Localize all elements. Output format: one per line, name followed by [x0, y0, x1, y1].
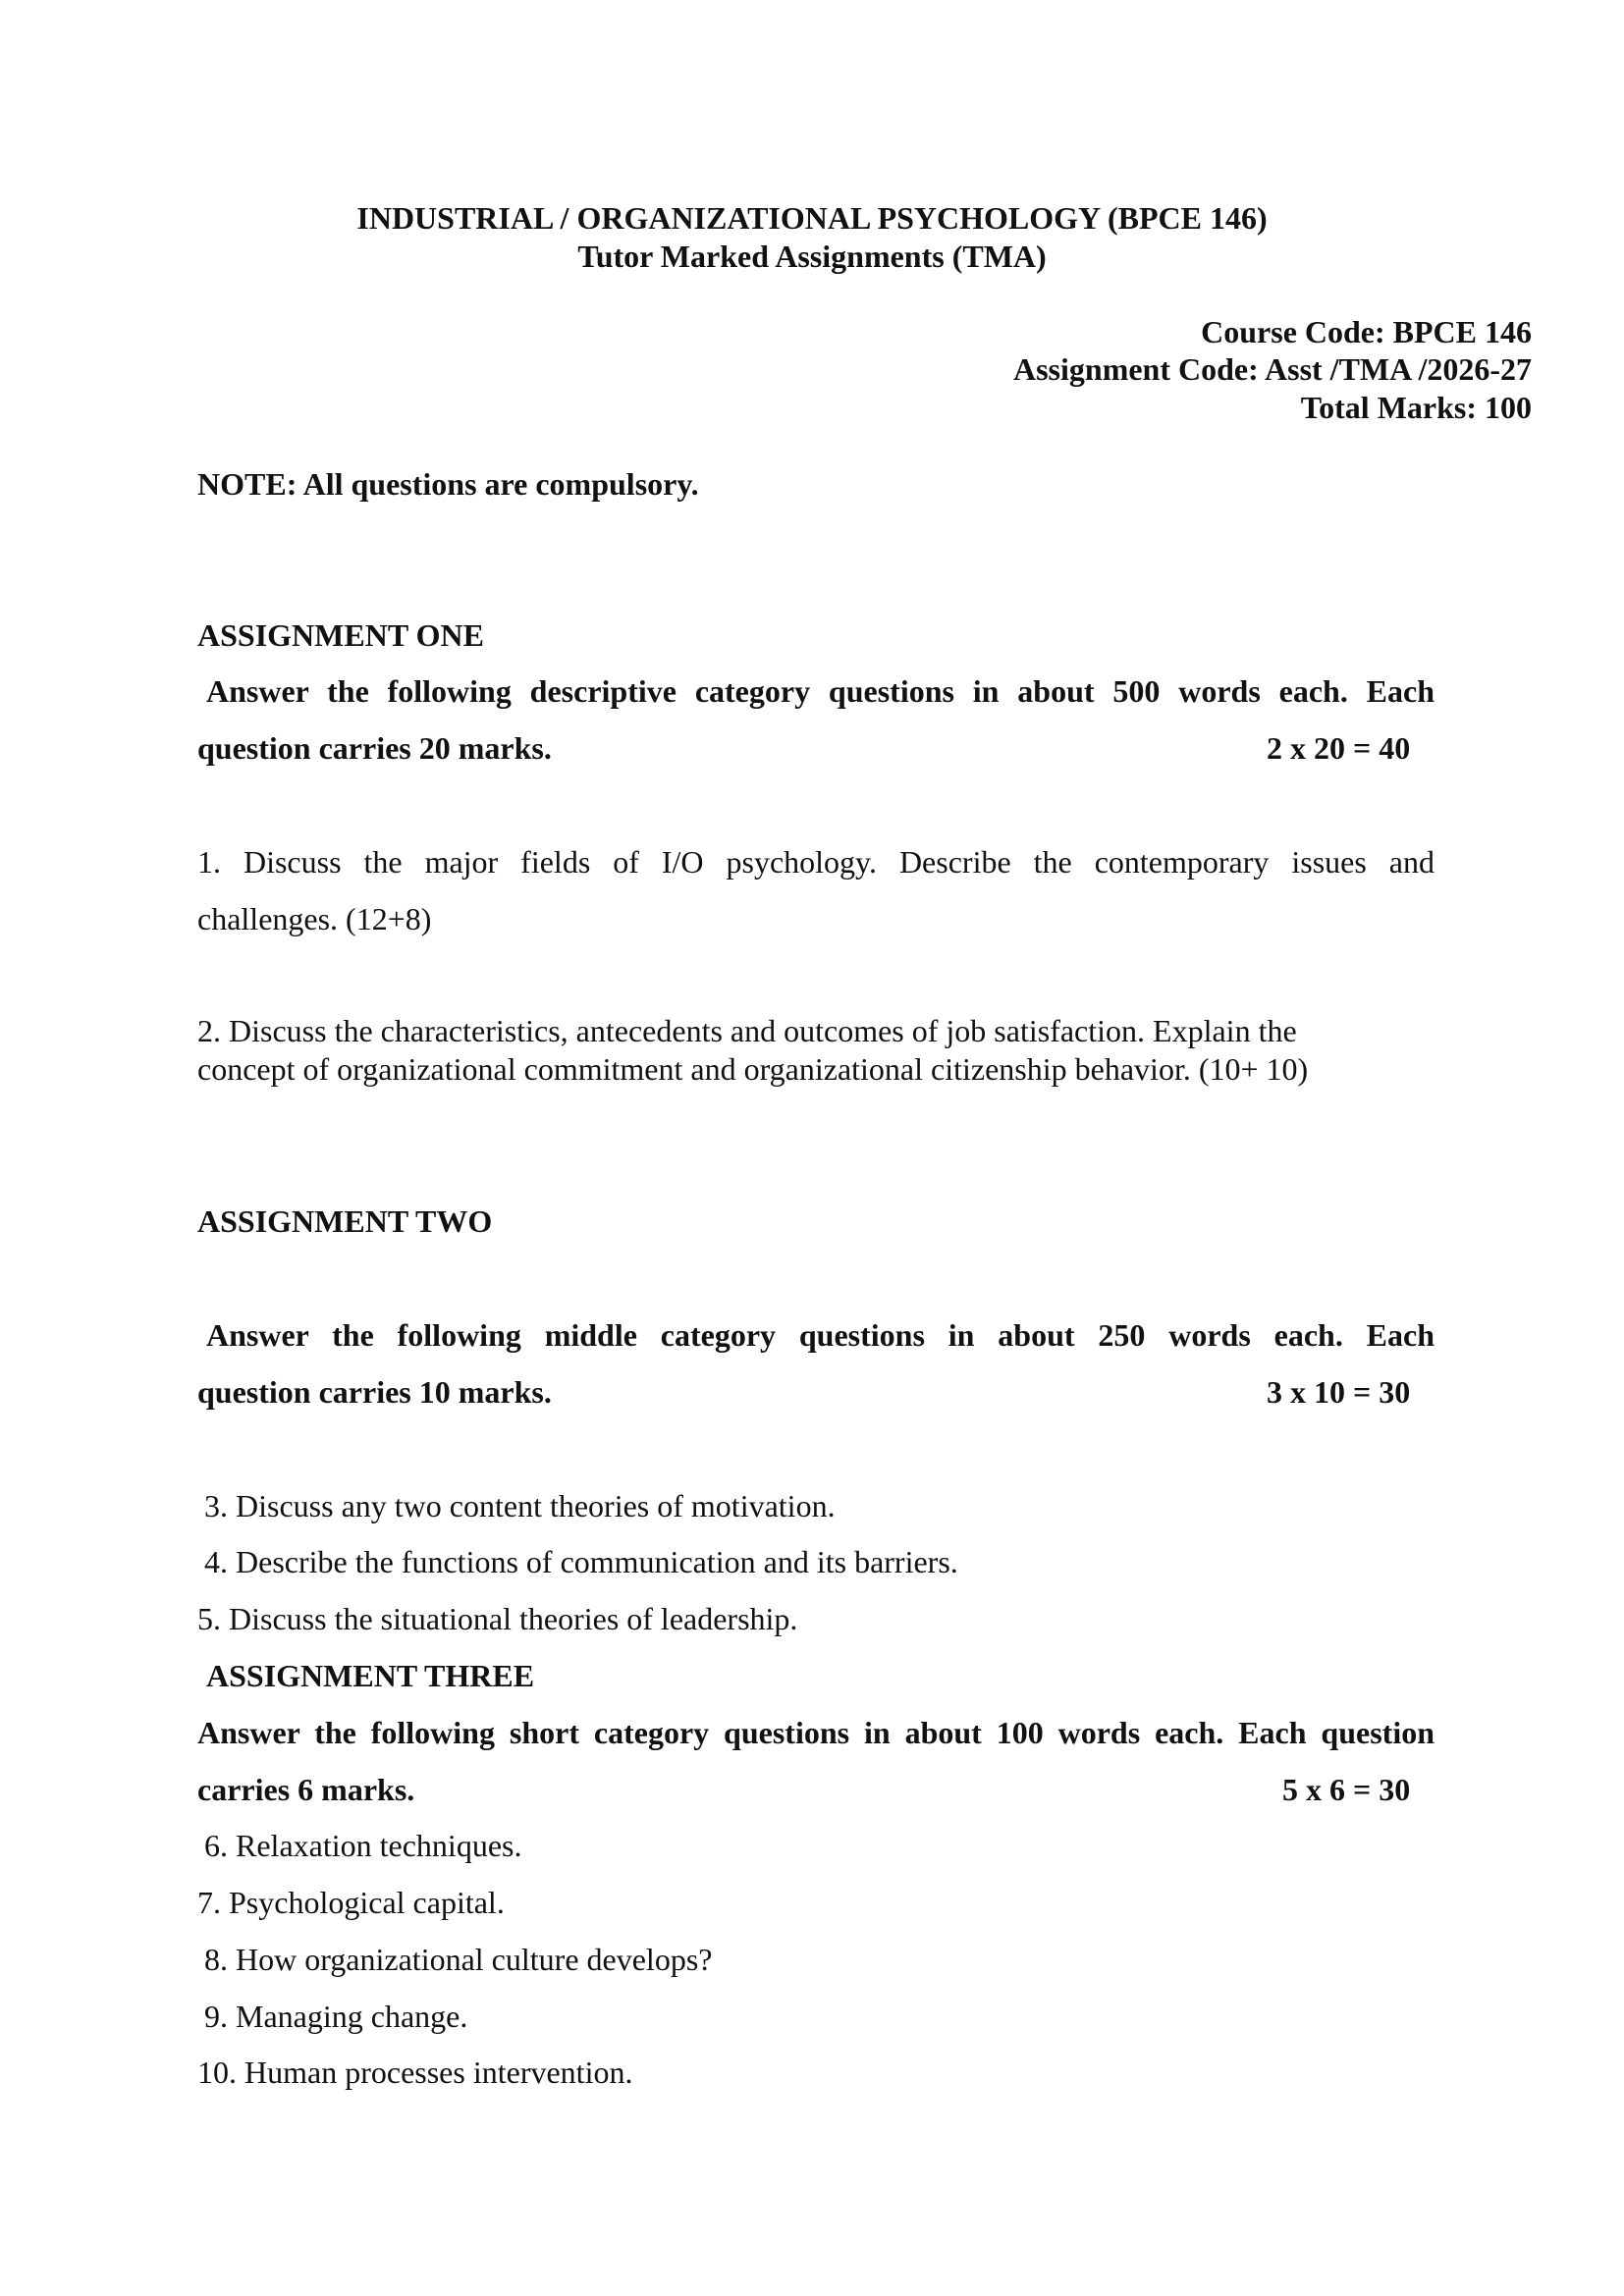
question-9: 9. Managing change.: [204, 1999, 468, 2034]
question-10: 10. Human processes intervention.: [197, 2055, 633, 2090]
assignment-two-instruction-cont: question carries 10 marks.: [197, 1374, 552, 1410]
assignment-three-heading: ASSIGNMENT THREE: [206, 1658, 535, 1693]
total-marks: Total Marks: 100: [1300, 390, 1532, 425]
note: NOTE: All questions are compulsory.: [197, 466, 699, 502]
question-7: 7. Psychological capital.: [197, 1885, 505, 1920]
assignment-two-marks: 3 x 10 = 30: [1267, 1374, 1411, 1410]
assignment-one-heading: ASSIGNMENT ONE: [197, 617, 484, 653]
assignment-three-instruction-cont: carries 6 marks.: [197, 1772, 415, 1807]
question-1-cont: challenges. (12+8): [197, 901, 432, 936]
assignment-code: Assignment Code: Asst /TMA /2026-27: [1012, 351, 1532, 387]
assignment-one-instruction: Answer the following descriptive category questions in about 500 words each. Each: [206, 673, 1435, 709]
question-2: 2. Discuss the characteristics, antecedents and outcomes of job satisfaction. Explain the: [197, 1013, 1297, 1048]
assignment-three-marks: 5 x 6 = 30: [1282, 1772, 1411, 1807]
question-4: 4. Describe the functions of communication and its barriers.: [204, 1544, 958, 1579]
document-title: INDUSTRIAL / ORGANIZATIONAL PSYCHOLOGY (BPCE 146): [356, 200, 1268, 236]
assignment-one-marks: 2 x 20 = 40: [1267, 730, 1411, 766]
question-8: 8. How organizational culture develops?: [204, 1942, 713, 1977]
question-2-cont: concept of organizational commitment and organizational citizenship behavior. (10+ 10): [197, 1051, 1309, 1087]
assignment-two-heading: ASSIGNMENT TWO: [197, 1203, 493, 1239]
question-5: 5. Discuss the situational theories of leadership.: [197, 1601, 798, 1636]
assignment-two-instruction: Answer the following middle category questions in about 250 words each. Each: [206, 1317, 1435, 1353]
document-subtitle: Tutor Marked Assignments (TMA): [577, 239, 1047, 274]
assignment-three-instruction: Answer the following short category questions in about 100 words each. Each question: [197, 1715, 1435, 1750]
question-1: 1. Discuss the major fields of I/O psychology. Describe the contemporary issues and: [197, 844, 1435, 880]
question-3: 3. Discuss any two content theories of motivation.: [204, 1488, 836, 1523]
course-code: Course Code: BPCE 146: [1201, 314, 1532, 349]
assignment-one-instruction-cont: question carries 20 marks.: [197, 730, 552, 766]
question-6: 6. Relaxation techniques.: [204, 1828, 522, 1863]
